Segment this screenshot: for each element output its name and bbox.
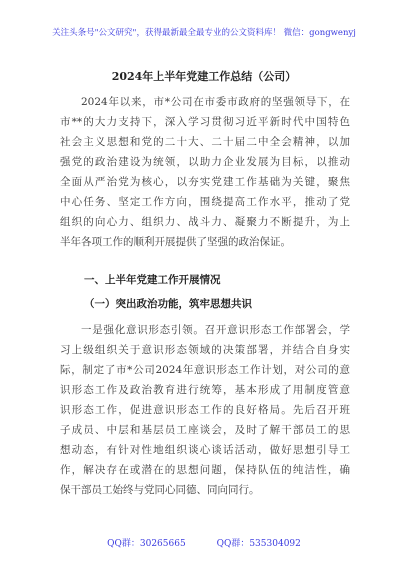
paragraph-intro [60,92,350,252]
paragraph-line: 想动态，有针对性地组织谈心谈话活动，做好思想引导工 [60,444,350,456]
subsection-heading: （一）突出政治功能，筑牢思想共识 [84,298,252,310]
header-notice: 关注头条号"公文研究"，获得最新最全最专业的公文资料库！ 微信：gongwenyj [52,28,356,38]
paragraph-line: 半年各项工作的顺利开展提供了坚强的政治保证。 [60,236,291,248]
paragraph-line: 识形态工作，促进意识形态工作的良好格局。先后召开班 [60,404,350,416]
paragraph-line: 识形态工作及政治教育进行统筹，基本形成了用制度管意 [60,384,350,396]
paragraph-line: 中心任务、坚定工作方向，围绕提高工作水平，推动了党 [60,196,350,208]
paragraph-line: 作，解决存在或潜在的思想问题，保持队伍的纯洁性，确 [60,464,350,476]
paragraph-line: 全面从严治党为核心，以夯实党建工作基础为关键，聚焦 [60,176,350,188]
footer-qq-group-1: QQ群：30265665 [107,539,186,549]
paragraph-line: 保干部员工始终与党同心同德、同向同行。 [60,484,260,496]
footer-contacts [0,536,408,549]
paragraph-line: 市**的大力支持下，深入学习贯彻习近平新时代中国特色 [60,116,350,128]
paragraph-line: 强党的政治建设为统领，以助力企业发展为目标，以推动 [60,156,350,168]
footer-qq-group-2: QQ群：535304092 [216,539,301,549]
paragraph-ideology [60,320,350,500]
paragraph-line: 习上级组织关于意识形态领域的决策部署，并结合自身实 [60,344,350,356]
paragraph-line: 2024年以来，市*公司在市委市政府的坚强领导下，在 [81,96,350,108]
paragraph-line: 子成员、中层和基层员工座谈会，及时了解干部员工的思 [60,424,350,436]
paragraph-line: 一是强化意识形态引领。召开意识形态工作部署会，学 [81,324,350,336]
document-title: 2024年上半年党建工作总结（公司） [111,70,297,83]
paragraph-line: 社会主义思想和党的二十大、二十届二中全会精神，以加 [60,136,350,148]
paragraph-line: 际，制定了市*公司2024年意识形态工作计划，对公司的意 [60,364,350,376]
paragraph-line: 组织的向心力、组织力、战斗力、凝聚力不断提升，为上 [60,216,350,228]
section-heading: 一、上半年党建工作开展情况 [84,274,221,286]
